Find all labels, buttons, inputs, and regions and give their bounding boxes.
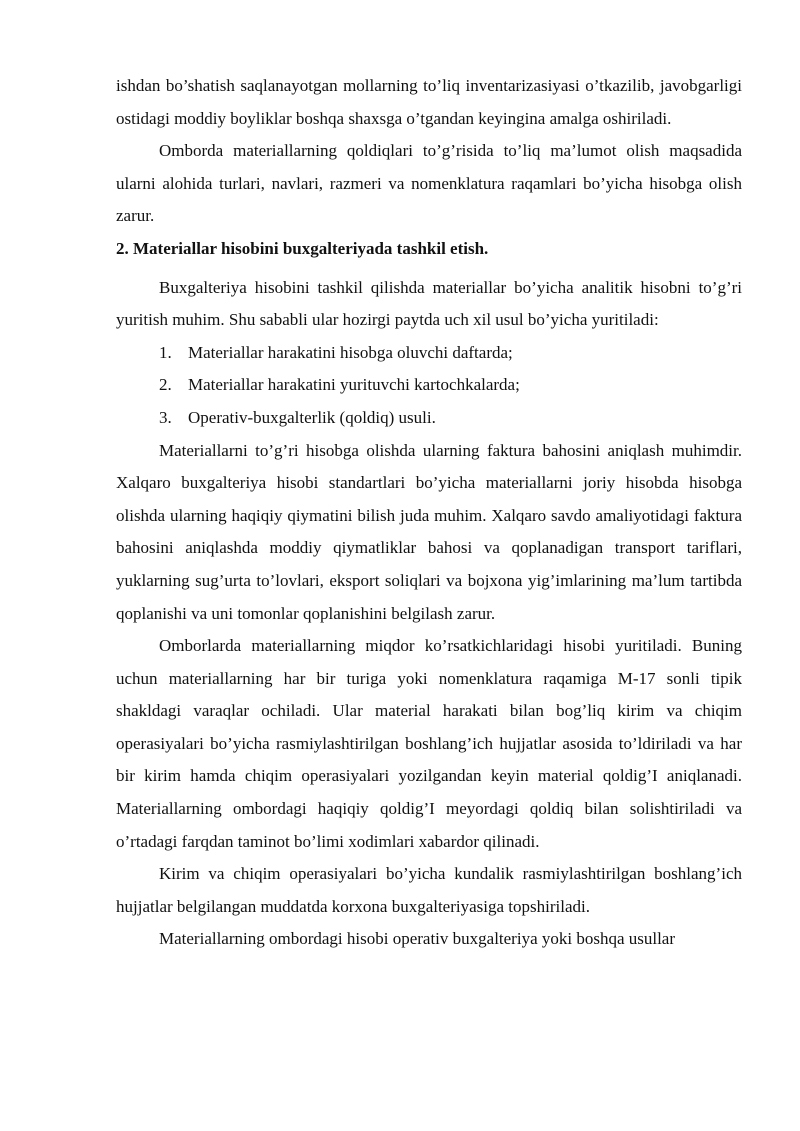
list-item [116, 402, 742, 435]
paragraph-warehouse-balances: Omborda materiallarning qoldiqlari to’g’risida to’liq ma’lumot olish maqsadida ularni alohida turlari, navlari, razmeri va nomenklatura raqamlari bo’yicha hisobga olish zarur. [116, 141, 742, 226]
paragraph-warehouse-records: Omborlarda materiallarning miqdor ko’rsatkichlaridagi hisobi yuritiladi. Buning uchun materiallarning har bir turiga yoki nomenklatura raqamiga M-17 sonli tipik shakldagi varaqlar ochiladi. Ular material harakati bilan bog’liq kirim va chiqim operasiyalari bo’yicha rasmiylashtirilgan boshlang’ich hujjatlar asosida to’ldiriladi va har bir kirim hamda chiqim operasiyalari yozilgandan keyin material qoldig’I aniqlanadi. Materiallarning ombordagi haqiqiy qoldig’I meyordagi qoldiq bilan solishtiriladi va o’rtadagi farqdan taminot bo’limi xodimlari xabardor qilinadi. [116, 636, 742, 851]
paragraph-daily-documents: Kirim va chiqim operasiyalari bo’yicha kundalik rasmiylashtirilgan boshlang’ich hujjatlar belgilangan muddatda korxona buxgalteriyasiga topshiriladi. [116, 864, 742, 916]
list-item-text: Materiallar harakatini yurituvchi kartochkalarda; [188, 375, 520, 395]
list-item [116, 337, 742, 370]
paragraph-invoice-price: Materiallarni to’g’ri hisobga olishda ularning faktura bahosini aniqlash muhimdir. Xalqaro buxgalteriya hisobi standartlari bo’yicha materiallarni joriy hisobda hisobga olishda ularning haqiqiy qiymatini bilish juda muhim. Xalqaro savdo amaliyotidagi faktura bahosini aniqlashda moddiy qiymatliklar bahosi va qoplanadigan transport tariflari, yuklarning sug’urta to’lovlari, eksport soliqlari va bojxona yig’imlarining ma’lum tartibda qoplanishi va uni tomonlar qoplanishini belgilash zarur. [116, 440, 742, 623]
paragraph-operative-accounting: Materiallarning ombordagi hisobi operativ buxgalteriya yoki boshqa usullar [159, 929, 676, 949]
list-item-text: Materiallar harakatini hisobga oluvchi daftarda; [188, 342, 513, 362]
methods-list [116, 337, 742, 435]
list-item [116, 369, 742, 402]
list-item-number: 3. [159, 407, 172, 427]
list-item-text: Operativ-buxgalterlik (qoldiq) usuli. [188, 407, 436, 427]
paragraph-continuation: ishdan bo’shatish saqlanayotgan mollarning to’liq inventarizasiyasi o’tkazilib, javobgarligi ostidagi moddiy boyliklar boshqa shaxsga o’tgandan keyingina amalga oshiriladi. [116, 76, 742, 128]
paragraph-analytic-accounting: Buxgalteriya hisobini tashkil qilishda materiallar bo’yicha analitik hisobni to’g’ri yuritish muhim. Shu sababli ular hozirgi paytda uch xil usul bo’yicha yuritiladi: [116, 277, 742, 330]
section-heading: 2. Materiallar hisobini buxgalteriyada tashkil etish. [116, 238, 489, 258]
list-item-number: 2. [159, 375, 172, 395]
list-item-number: 1. [159, 342, 172, 362]
